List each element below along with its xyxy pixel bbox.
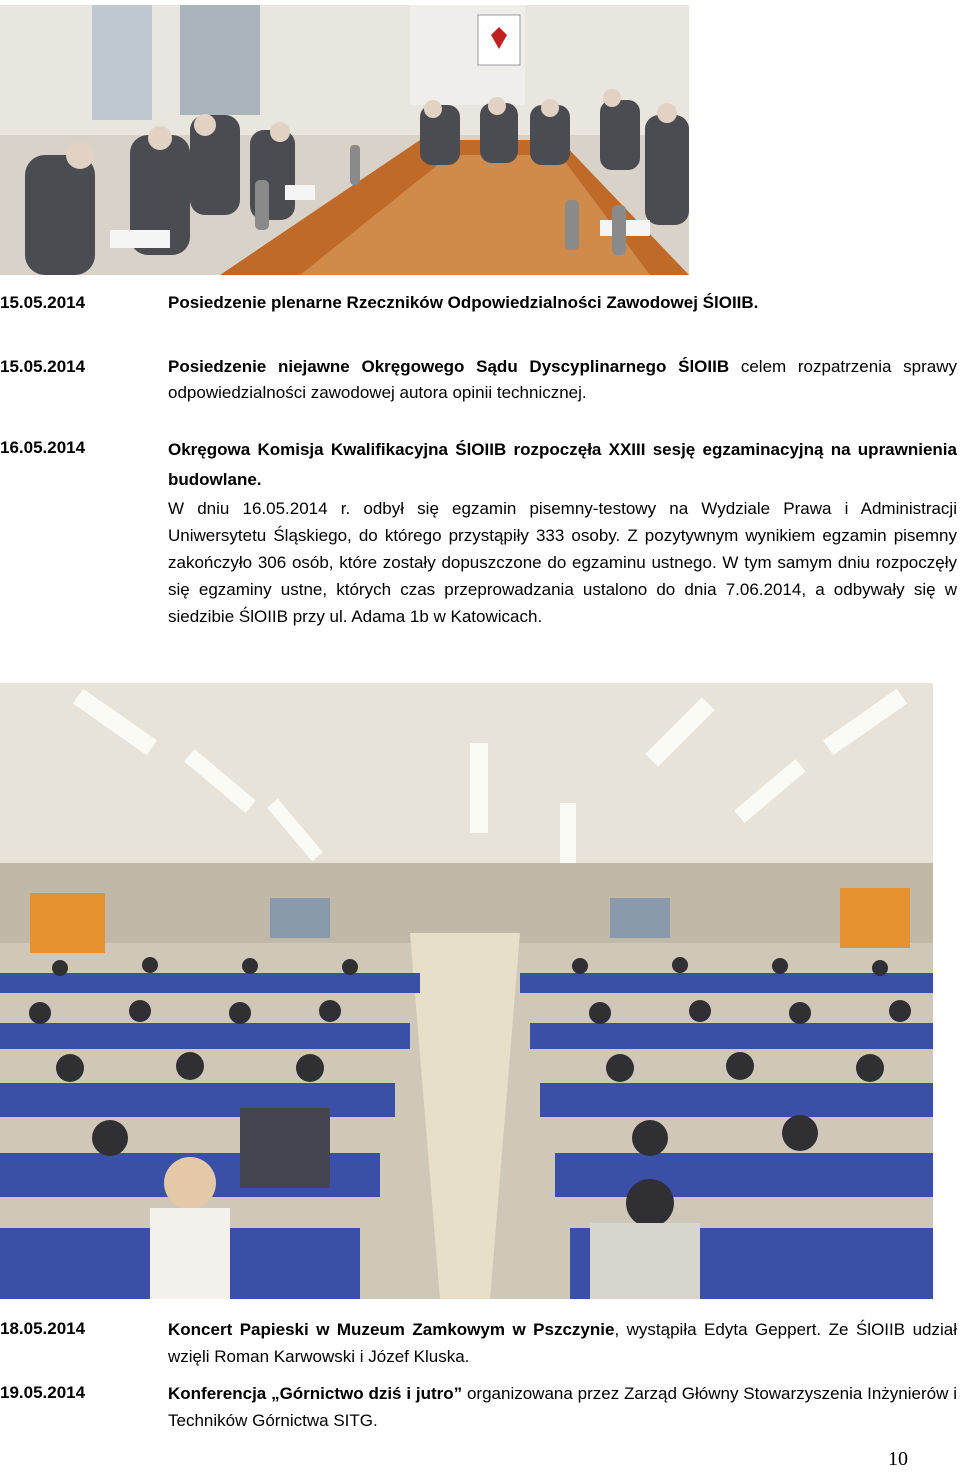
entry-title: Koncert Papieski w Muzeum Zamkowym w Pszczynie	[168, 1320, 615, 1339]
entry-date: 16.05.2014	[0, 438, 86, 457]
meeting-photo	[0, 5, 689, 275]
entry-date: 15.05.2014	[0, 293, 86, 312]
entry-paragraph: W dniu 16.05.2014 r. odbył się egzamin pisemny-testowy na Wydziale Prawa i Administracji Uniwersytetu Śląskiego, do którego przystąpiły 333 osoby. Z pozytywnym wynikiem egzamin pisemny zakończyło 306 osób, które zostały dopuszczone do egzaminu ustnego. W tym samym dniu rozpoczęły się egzaminy ustne, których czas przeprowadzania ustalono do dnia 7.06.2014, a odbywały się w siedzibie ŚlOIIB przy ul. Adama 1b w Katowicach.	[168, 499, 957, 626]
entry-description: , wystąpiła Edyta Geppert. Ze ŚlOIIB udział wzięli Roman Karwowski i Józef Kluska.	[168, 1320, 957, 1366]
entry-text	[168, 1380, 957, 1434]
entry-date: 19.05.2014	[0, 1383, 86, 1402]
page-number: 10	[888, 1448, 908, 1470]
entry-date: 15.05.2014	[0, 357, 86, 376]
entry-text	[168, 290, 957, 316]
entry-description: organizowana przez Zarząd Główny Stowarzyszenia Inżynierów i Techników Górnictwa SITG.	[168, 1384, 957, 1430]
entry-title: Konferencja „Górnictwo dziś i jutro”	[168, 1384, 463, 1403]
entry-description: celem rozpatrzenia sprawy odpowiedzialności zawodowej autora opinii technicznej.	[168, 357, 957, 402]
entry-text	[168, 354, 957, 406]
entry-title: Posiedzenie niejawne Okręgowego Sądu Dyscyplinarnego ŚlOIIB	[168, 357, 730, 376]
entry-date: 18.05.2014	[0, 1319, 86, 1338]
entry-text	[168, 1316, 957, 1370]
entry-text	[168, 435, 957, 495]
entry-title: Posiedzenie plenarne Rzeczników Odpowiedzialności Zawodowej ŚlOIIB.	[168, 293, 759, 312]
entry-title: Okręgowa Komisja Kwalifikacyjna ŚlOIIB rozpoczęła XXIII sesję egzaminacyjną na uprawnienia budowlane.	[168, 440, 957, 489]
exam-hall-photo	[0, 683, 933, 1299]
